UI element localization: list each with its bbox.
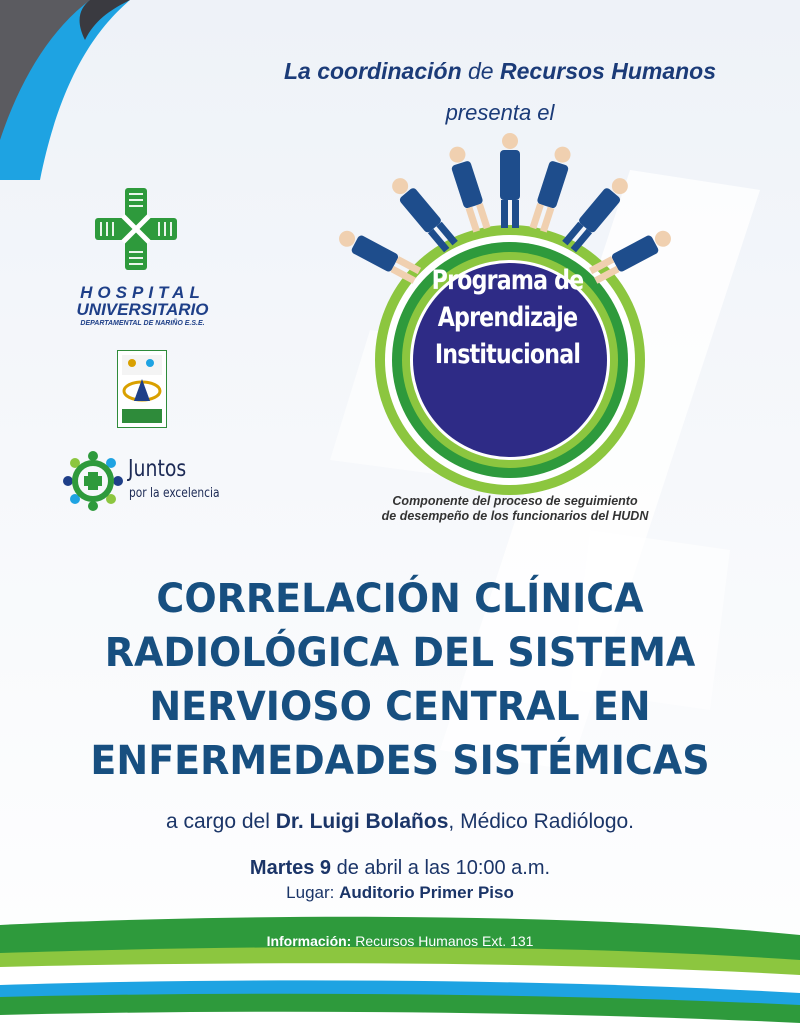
event-title-line: NERVIOSO CENTRAL EN — [149, 684, 651, 730]
bottom-wave-decoration — [0, 905, 800, 1035]
program-title: Programa de Aprendizaje Institucional — [431, 265, 584, 370]
juntos-people-icon — [62, 450, 124, 512]
header-presents: presenta el — [445, 100, 555, 125]
hospital-cross-emblem — [95, 188, 177, 270]
corner-decoration — [0, 0, 170, 180]
event-title-line: RADIOLÓGICA DEL SISTEMA — [104, 630, 696, 676]
hospital-name-line2: UNIVERSITARIO — [76, 300, 209, 319]
event-title-line: CORRELACIÓN CLÍNICA — [156, 576, 644, 622]
info-line: Información: Recursos Humanos Ext. 131 — [266, 933, 534, 949]
juntos-subtitle: por la excelencia — [129, 486, 220, 501]
component-description: Componente del proceso de seguimiento de desempeño de los funcionarios del HUDN — [381, 494, 649, 523]
speaker-line: a cargo del Dr. Luigi Bolaños, Médico Radiólogo. — [165, 810, 635, 833]
place-line: Lugar: Auditorio Primer Piso — [286, 883, 514, 902]
date-line: Martes 9 de abril a las 10:00 a.m. — [249, 857, 551, 879]
event-title-line: ENFERMEDADES SISTÉMICAS — [90, 738, 710, 784]
juntos-title: Juntos — [128, 456, 187, 482]
hospital-name-line3: DEPARTAMENTAL DE NARIÑO E.S.E. — [80, 320, 205, 327]
header-coordination: La coordinación de Recursos Humanos — [283, 58, 717, 84]
hospital-name-line1: HOSPITAL — [80, 283, 205, 302]
event-title — [39, 572, 761, 788]
accreditation-seal — [117, 350, 167, 428]
